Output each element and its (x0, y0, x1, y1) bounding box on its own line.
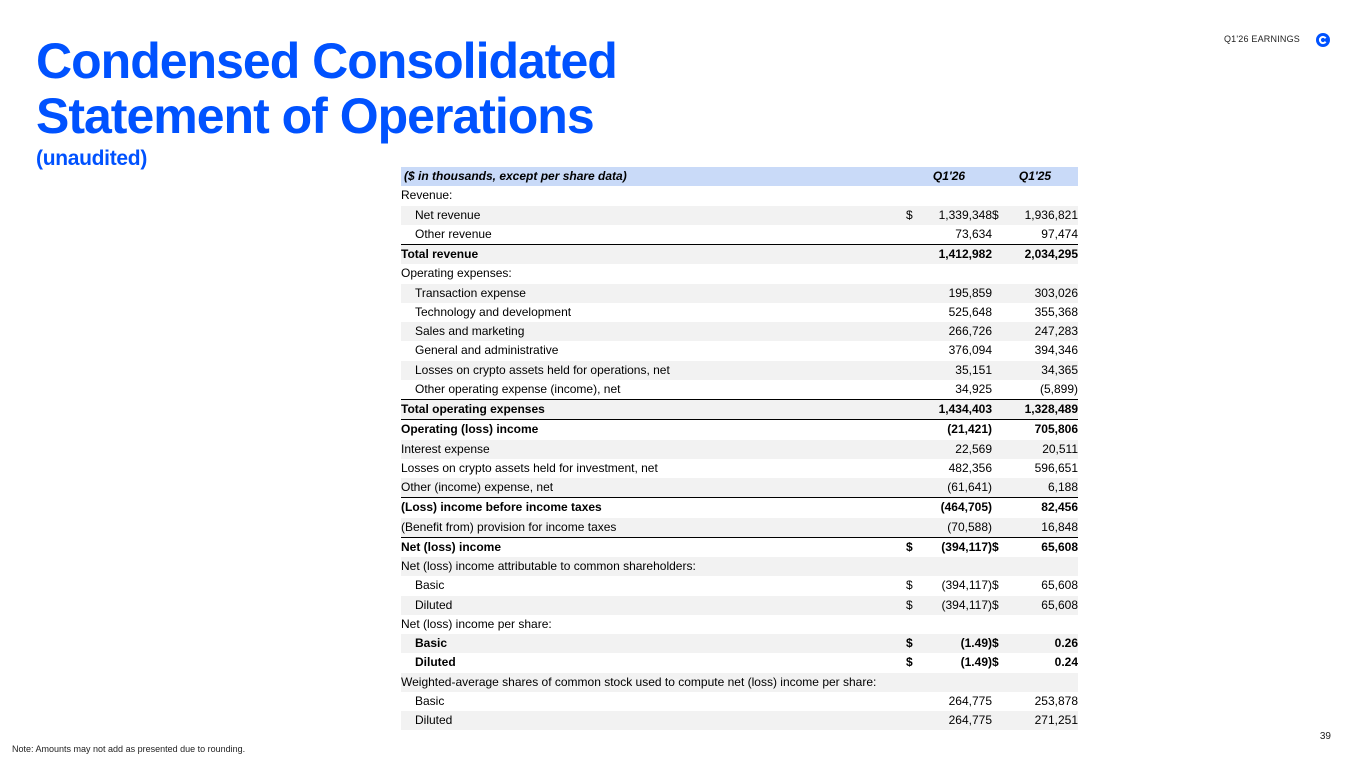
rounding-note: Note: Amounts may not add as presented due to rounding. (12, 744, 246, 754)
table-row (401, 478, 1078, 498)
currency-q1-25 (992, 420, 1008, 440)
value-q1-25: 16,848 (1041, 519, 1078, 534)
value-q1-25: 6,188 (1047, 480, 1078, 495)
page-subtitle: (unaudited) (36, 147, 148, 170)
table-row (401, 380, 1078, 400)
table-row (401, 634, 1078, 653)
value-q1-26: 1,412,982 (922, 245, 992, 265)
value-q1-25: 65,608 (1008, 537, 1078, 557)
currency-q1-26 (906, 303, 922, 322)
currency-q1-25 (992, 711, 1008, 730)
value-q1-26: 35,151 (955, 362, 992, 377)
value-q1-25: 34,365 (1041, 362, 1078, 377)
table-row (401, 692, 1078, 711)
row-label: Technology and development (415, 304, 572, 319)
value-q1-26: 264,775 (948, 713, 992, 728)
row-label: Other (income) expense, net (401, 480, 554, 495)
value-q1-26 (922, 264, 992, 283)
table-row (401, 341, 1078, 360)
value-q1-25: 355,368 (1034, 304, 1078, 319)
currency-q1-25 (992, 400, 1008, 420)
value-q1-25: 1,936,821 (1024, 207, 1078, 222)
value-q1-26: (394,117) (941, 578, 992, 593)
currency-q1-25 (992, 518, 1008, 538)
table-row (401, 653, 1078, 672)
currency-q1-25 (992, 284, 1008, 303)
value-q1-25: 2,034,295 (1008, 245, 1078, 265)
currency-q1-26: $ (906, 597, 913, 612)
currency-q1-26 (906, 478, 922, 498)
row-label: Net (loss) income attributable to common shareholders: (401, 559, 696, 574)
table-row (401, 440, 1078, 459)
value-q1-26 (922, 186, 992, 205)
row-label: Operating expenses: (401, 266, 512, 281)
table-row (401, 361, 1078, 380)
currency-q1-26 (906, 341, 922, 360)
currency-q1-26 (906, 711, 922, 730)
header-period-q1-26: Q1'26 (932, 169, 966, 184)
value-q1-25: 394,346 (1034, 343, 1078, 358)
value-q1-25: 97,474 (1041, 226, 1078, 241)
row-label: Diluted (415, 597, 453, 612)
currency-q1-26 (906, 440, 922, 459)
currency-q1-25 (992, 303, 1008, 322)
value-q1-25: 247,283 (1034, 324, 1078, 339)
currency-q1-25 (992, 225, 1008, 245)
value-q1-25: 65,608 (1041, 597, 1078, 612)
value-q1-25: 303,026 (1034, 285, 1078, 300)
currency-q1-26: $ (906, 655, 913, 670)
table-row (401, 245, 1078, 265)
currency-q1-25 (992, 186, 1008, 205)
table-row (401, 518, 1078, 538)
currency-q1-26: $ (906, 537, 922, 557)
table-row (401, 264, 1078, 283)
row-label: Transaction expense (415, 285, 526, 300)
row-label: Diluted (415, 713, 453, 728)
value-q1-26: 525,648 (948, 304, 992, 319)
table-row (401, 711, 1078, 730)
row-label: Losses on crypto assets held for operations, net (415, 362, 670, 377)
value-q1-25 (1008, 186, 1078, 205)
value-q1-25: 0.24 (1054, 655, 1078, 670)
currency-q1-25 (992, 322, 1008, 341)
value-q1-26: 1,434,403 (922, 400, 992, 420)
row-label: Revenue: (401, 188, 453, 203)
currency-q1-25 (992, 361, 1008, 380)
table-row (401, 498, 1078, 518)
table-row (401, 673, 1078, 692)
currency-q1-25 (992, 245, 1008, 265)
currency-q1-26 (906, 557, 922, 576)
row-label: Interest expense (401, 441, 490, 456)
value-q1-25: 596,651 (1034, 460, 1078, 475)
table-row (401, 557, 1078, 576)
currency-q1-26 (906, 615, 922, 634)
currency-q1-25 (992, 557, 1008, 576)
table-row (401, 615, 1078, 634)
currency-q1-26 (906, 186, 922, 205)
value-q1-26: (1.49) (960, 636, 992, 651)
currency-q1-26: $ (906, 636, 913, 651)
value-q1-26: (464,705) (922, 498, 992, 518)
table-row (401, 400, 1078, 420)
currency-q1-26: $ (906, 578, 913, 593)
currency-q1-26 (906, 498, 922, 518)
page-title (36, 34, 617, 144)
value-q1-26: 264,775 (948, 693, 992, 708)
value-q1-26: (61,641) (947, 480, 992, 495)
value-q1-26: 376,094 (948, 343, 992, 358)
value-q1-25: 271,251 (1034, 713, 1078, 728)
currency-q1-26 (906, 245, 922, 265)
currency-q1-26 (906, 284, 922, 303)
currency-q1-26 (906, 225, 922, 245)
row-label: Operating (loss) income (401, 420, 906, 440)
table-row (401, 186, 1078, 205)
row-label: Basic (415, 693, 445, 708)
table-row (401, 537, 1078, 557)
table-row (401, 284, 1078, 303)
value-q1-26: 73,634 (955, 226, 992, 241)
currency-q1-25: $ (992, 578, 999, 593)
row-label: General and administrative (415, 343, 559, 358)
value-q1-26: (1.49) (960, 655, 992, 670)
table-header-row (401, 167, 1078, 186)
table-row (401, 225, 1078, 245)
row-label: Other revenue (415, 226, 492, 241)
row-label: Net (loss) income per share: (401, 616, 552, 631)
currency-q1-25 (992, 440, 1008, 459)
currency-q1-25 (992, 692, 1008, 711)
table-row (401, 206, 1078, 225)
value-q1-26: 1,339,348 (938, 207, 992, 222)
table-body (401, 186, 1078, 730)
row-label: Losses on crypto assets held for investment, net (401, 460, 658, 475)
currency-q1-26: $ (906, 207, 913, 222)
value-q1-25 (1008, 264, 1078, 283)
currency-q1-25: $ (992, 537, 1008, 557)
value-q1-26: (70,588) (947, 519, 992, 534)
header-period-q1-25: Q1'25 (1018, 169, 1052, 184)
value-q1-25 (1008, 557, 1078, 576)
row-label: (Benefit from) provision for income taxes (401, 519, 617, 534)
currency-q1-25: $ (992, 636, 999, 651)
currency-q1-26 (906, 264, 922, 283)
currency-q1-26 (906, 692, 922, 711)
statement-of-operations-table (401, 167, 1078, 730)
currency-q1-25 (992, 459, 1008, 478)
currency-q1-25 (992, 341, 1008, 360)
currency-q1-25 (992, 478, 1008, 498)
value-q1-26: 482,356 (948, 460, 992, 475)
table-row (401, 596, 1078, 615)
currency-q1-25: $ (992, 207, 999, 222)
earnings-tag: Q1'26 EARNINGS (1223, 34, 1300, 44)
row-label: Total operating expenses (401, 400, 906, 420)
currency-q1-26 (906, 673, 922, 692)
value-q1-25: 0.26 (1054, 636, 1078, 651)
value-q1-26: (394,117) (922, 537, 992, 557)
value-q1-25: 1,328,489 (1008, 400, 1078, 420)
row-label: Diluted (415, 655, 456, 670)
currency-q1-25 (992, 615, 1008, 634)
currency-q1-25: $ (992, 597, 999, 612)
value-q1-26: 195,859 (948, 285, 992, 300)
table-row (401, 322, 1078, 341)
page-title-line-2: Statement of Operations (36, 88, 594, 144)
value-q1-26 (922, 673, 992, 692)
currency-q1-26 (906, 380, 922, 400)
value-q1-26: 266,726 (948, 324, 992, 339)
row-label: Basic (415, 636, 448, 651)
currency-q1-26 (906, 518, 922, 538)
value-q1-25: 82,456 (1008, 498, 1078, 518)
table-row (401, 576, 1078, 595)
row-label: Total revenue (401, 245, 906, 265)
row-label: Basic (415, 578, 445, 593)
currency-q1-26 (906, 322, 922, 341)
row-label: Net revenue (415, 207, 481, 222)
value-q1-26: (21,421) (922, 420, 992, 440)
value-q1-25 (1008, 673, 1078, 692)
table-row (401, 303, 1078, 322)
currency-q1-25 (992, 264, 1008, 283)
row-label: Sales and marketing (415, 324, 525, 339)
currency-q1-26 (906, 459, 922, 478)
value-q1-25: (5,899) (1039, 381, 1078, 396)
value-q1-26: (394,117) (941, 597, 992, 612)
value-q1-25 (1008, 615, 1078, 634)
table-row (401, 420, 1078, 440)
coinbase-logo-icon (1316, 33, 1330, 47)
value-q1-26 (922, 615, 992, 634)
currency-q1-26 (906, 361, 922, 380)
value-q1-26 (922, 557, 992, 576)
currency-q1-26 (906, 400, 922, 420)
currency-q1-26 (906, 420, 922, 440)
page-number: 39 (1319, 731, 1331, 742)
value-q1-26: 34,925 (955, 381, 992, 396)
row-label: Other operating expense (income), net (415, 381, 621, 396)
value-q1-25: 65,608 (1041, 578, 1078, 593)
page-title-line-1: Condensed Consolidated (36, 33, 617, 89)
currency-q1-25: $ (992, 655, 999, 670)
value-q1-26: 22,569 (955, 441, 992, 456)
value-q1-25: 705,806 (1008, 420, 1078, 440)
row-label: Weighted-average shares of common stock used to compute net (loss) income per share: (401, 674, 877, 689)
row-label: (Loss) income before income taxes (401, 498, 906, 518)
value-q1-25: 253,878 (1034, 693, 1078, 708)
value-q1-25: 20,511 (1042, 441, 1078, 456)
currency-q1-25 (992, 673, 1008, 692)
currency-q1-25 (992, 380, 1008, 400)
row-label: Net (loss) income (401, 537, 906, 557)
header-label: ($ in thousands, except per share data) (404, 169, 627, 184)
table-row (401, 459, 1078, 478)
currency-q1-25 (992, 498, 1008, 518)
